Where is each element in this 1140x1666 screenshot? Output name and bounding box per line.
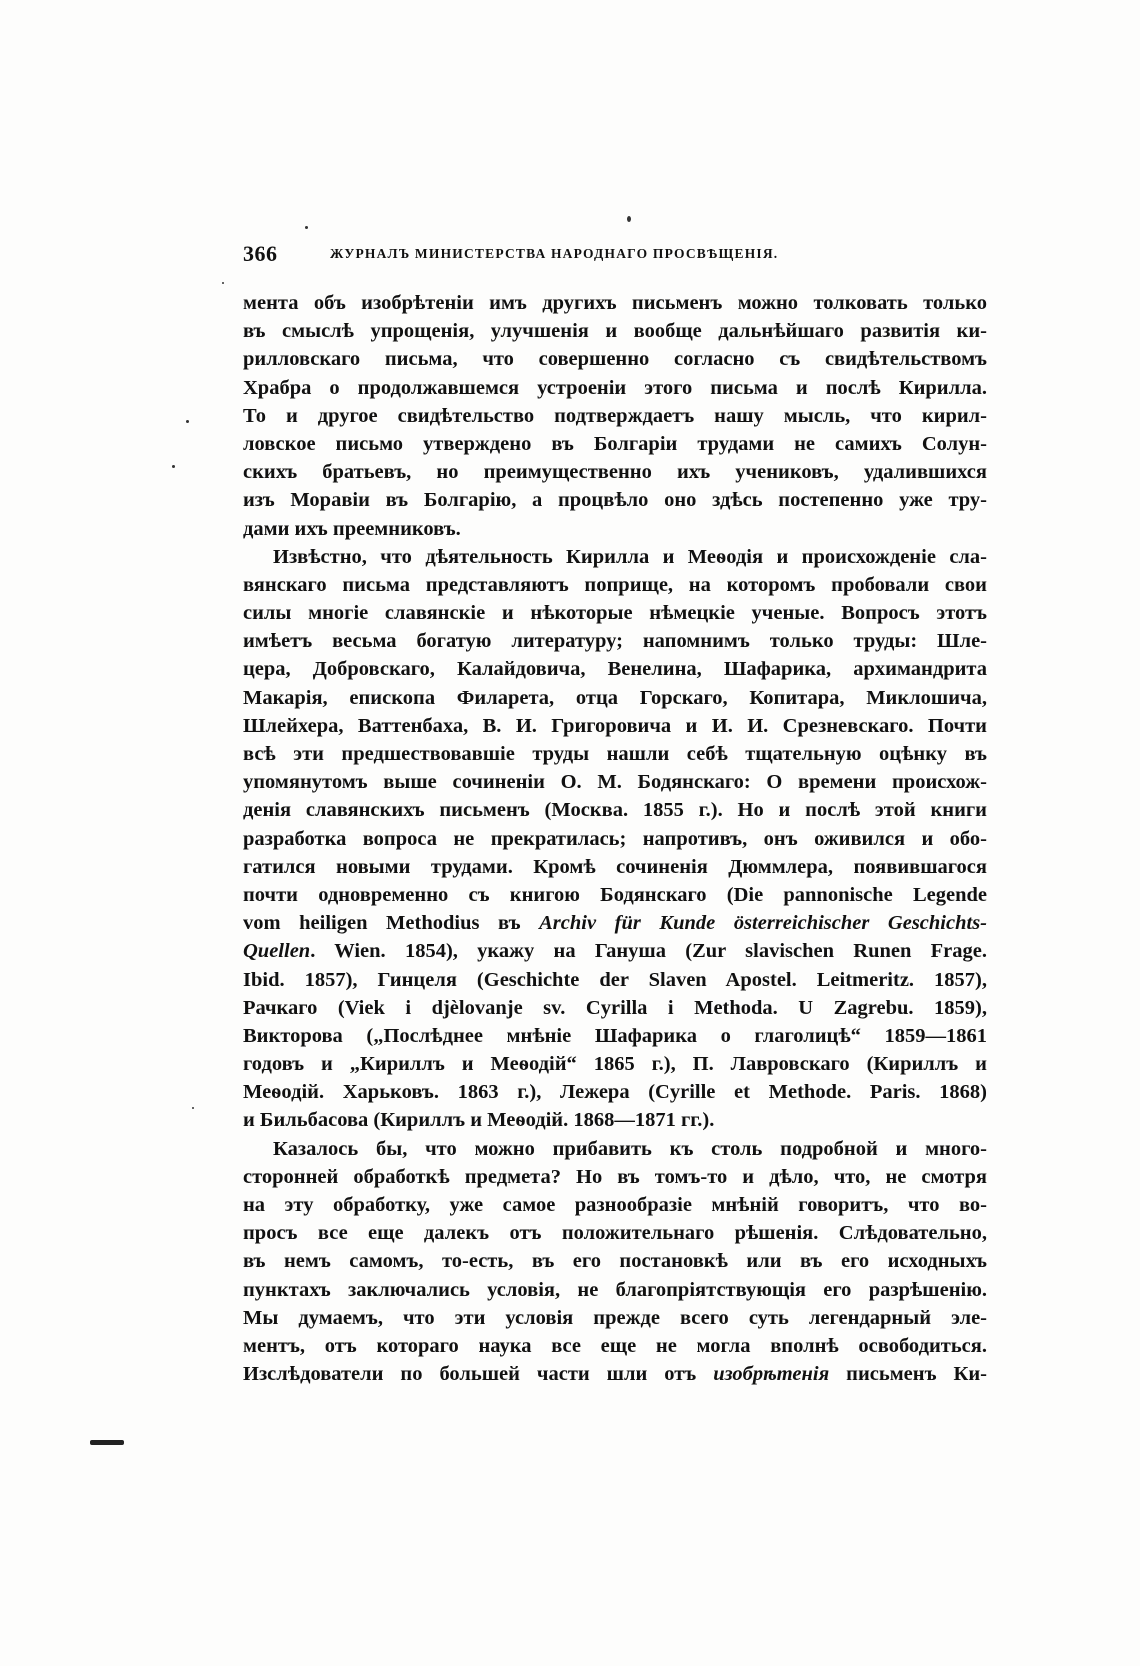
text-line: разработка вопроса не прекратилась; напротивъ, онъ оживился и обо- <box>243 827 987 850</box>
text-line: Рачкаго (Viek i djèlovanje sv. Cyrilla i Methoda. U Zagrebu. 1859), <box>243 996 987 1019</box>
page-number: 366 <box>243 241 278 266</box>
text-line: цера, Добровскаго, Калайдовича, Венелина, Шафарика, архимандрита <box>243 658 987 681</box>
text-line: Меѳодій. Харьковъ. 1863 г.), Лежера (Cyrille et Methode. Paris. 1868) <box>243 1081 987 1104</box>
text-line: гатился новыми трудами. Кромѣ сочиненія Дюммлера, появившагося <box>243 855 987 878</box>
text-line: вянскаго письма представляютъ поприще, на которомъ пробовали свои <box>243 573 987 596</box>
text-line: дами ихъ преемниковъ. <box>243 517 461 540</box>
text-line: То и другое свидѣтельство подтверждаетъ нашу мысль, что кирил- <box>243 404 987 427</box>
text-line: денія славянскихъ письменъ (Москва. 1855 г.). Но и послѣ этой книги <box>243 799 987 822</box>
text-line: всѣ эти предшествовавшіе труды нашли себѣ тщательную оцѣнку въ <box>243 743 987 765</box>
scan-speck <box>627 216 631 222</box>
text-line: Шлейхера, Ваттенбаха, В. И. Григоровича и И. И. Срезневскаго. Почти <box>243 714 987 737</box>
text-line: въ немъ самомъ, то-есть, въ его постановкѣ или въ его исходныхъ <box>243 1250 987 1273</box>
text-line: Ibid. 1857), Гинцеля (Geschichte der Slaven Apostel. Leitmeritz. 1857), <box>243 968 987 991</box>
text-line: изъ Моравіи въ Болгарію, а процвѣло оно здѣсь постепенно уже тру- <box>243 489 987 512</box>
text-line: и Бильбасова (Кириллъ и Меѳодій. 1868—1871 гг.). <box>243 1109 715 1132</box>
text-line: на эту обработку, уже самое разнообразіе мнѣній говоритъ, что во- <box>243 1194 987 1216</box>
scan-speck <box>222 282 224 284</box>
scan-speck <box>172 465 175 468</box>
running-head: ЖУРНАЛЪ МИНИСТЕРСТВА НАРОДНАГО ПРОСВѢЩЕНІЯ. <box>330 246 779 261</box>
scan-speck <box>192 1107 194 1109</box>
paragraph-start-line: Извѣстно, что дѣятельность Кирилла и Меѳодія и происхожденіе сла- <box>273 545 987 568</box>
text-line: имѣетъ весьма богатую литературу; напомнимъ только труды: Шле- <box>243 630 987 653</box>
text-line: рилловскаго письма, что совершенно согласно съ свидѣтельствомъ <box>243 348 987 371</box>
text-line: сторонней обработкѣ предмета? Но въ томъ-то и дѣло, что, не смотря <box>243 1165 987 1188</box>
text-line-mixed <box>243 909 987 937</box>
scan-speck <box>305 226 308 229</box>
text-line: почти одновременно съ книгою Бодянскаго (Die pannonische Legende <box>243 883 987 906</box>
text-line: просъ все еще далекъ отъ положительнаго рѣшенія. Слѣдовательно, <box>243 1222 987 1245</box>
text-line: Викторова („Послѣднее мнѣніе Шафарика о глаголицѣ“ 1859—1861 <box>243 1024 987 1047</box>
text-line: ментъ, отъ котораго наука все еще не могла вполнѣ освободиться. <box>243 1334 987 1357</box>
text-segment: . Wien. 1854), укажу на Гануша (Zur slavischen Runen Frage. <box>310 940 987 963</box>
text-line: въ смыслѣ упрощенія, улучшенія и вообще дальнѣйшаго развитія ки- <box>243 320 987 343</box>
text-line: скихъ братьевъ, но преимущественно ихъ учениковъ, удалившихся <box>243 461 987 484</box>
body-text <box>243 289 987 1388</box>
text-line: упомянутомъ выше сочиненіи О. М. Бодянскаго: О времени происхож- <box>243 771 987 794</box>
scan-dash-mark <box>90 1440 124 1445</box>
text-line: мента объ изобрѣтеніи имъ другихъ письменъ можно толковать только <box>243 292 987 314</box>
text-line: Храбра о продолжавшемся устроеніи этого письма и послѣ Кирилла. <box>243 376 987 399</box>
scan-speck <box>186 420 189 423</box>
text-segment: письменъ Ки- <box>829 1363 987 1386</box>
italic-title: Quellen <box>243 940 311 963</box>
text-line: годовъ и „Кириллъ и Меѳодій“ 1865 г.), П. Лавровскаго (Кириллъ и <box>243 1053 987 1076</box>
paragraph-start-line: Казалось бы, что можно прибавить къ столь подробной и много- <box>273 1137 987 1160</box>
text-line: ловское письмо утверждено въ Болгаріи трудами не самихъ Солун- <box>243 432 987 455</box>
text-line: Макарія, епископа Филарета, отца Горскаго, Копитара, Миклошича, <box>243 686 987 709</box>
text-line: пунктахъ заключались условія, не благопріятствующія его разрѣшенію. <box>243 1278 987 1301</box>
text-segment: vom heiligen Methodius въ <box>243 912 540 935</box>
text-line: Мы думаемъ, что эти условія прежде всего суть легендарный эле- <box>243 1306 987 1329</box>
text-segment: Изслѣдователи по большей части шли отъ <box>243 1363 714 1386</box>
italic-title: Archiv für Kunde österreichischer Geschichts- <box>539 912 987 935</box>
text-line-mixed <box>243 1360 987 1388</box>
text-line: силы многіе славянскіе и нѣкоторые нѣмецкіе ученые. Вопросъ этотъ <box>243 602 987 625</box>
text-line-mixed <box>243 937 987 965</box>
page-header <box>243 241 983 271</box>
italic-word: изобрѣтенія <box>713 1363 830 1386</box>
